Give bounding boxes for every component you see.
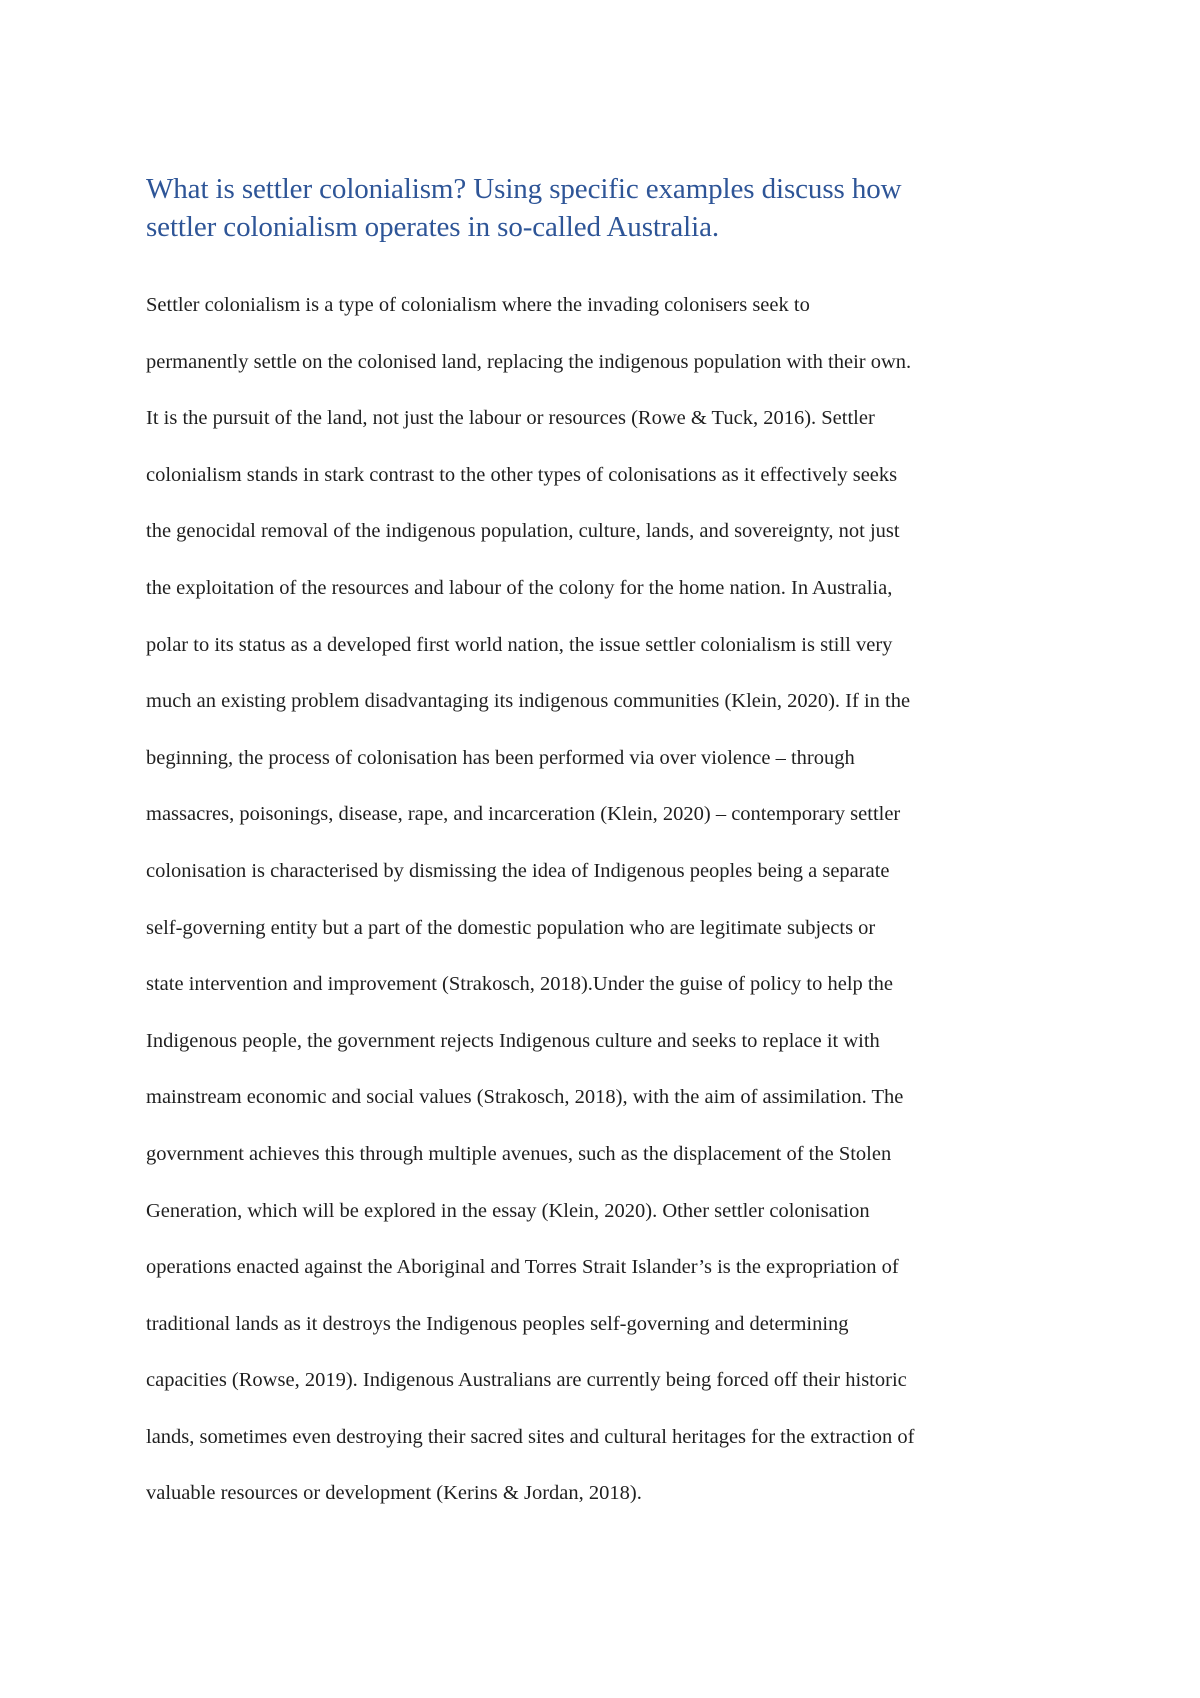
paragraph-line: Generation, which will be explored in the essay (Klein, 2020). Other settler colonisation: [146, 1199, 870, 1222]
paragraph-line: traditional lands as it destroys the Indigenous peoples self-governing and determining: [146, 1312, 849, 1335]
paragraph-line: beginning, the process of colonisation has been performed via over violence – through: [146, 746, 855, 769]
paragraph-line: Indigenous people, the government rejects Indigenous culture and seeks to replace it with: [146, 1029, 880, 1052]
paragraph-line: mainstream economic and social values (Strakosch, 2018), with the aim of assimilation. The: [146, 1086, 904, 1109]
paragraph-line: self-governing entity but a part of the domestic population who are legitimate subjects or: [146, 916, 876, 939]
paragraph-line: colonialism stands in stark contrast to the other types of colonisations as it effectively seeks: [146, 463, 898, 486]
paragraph-line: capacities (Rowse, 2019). Indigenous Australians are currently being forced off their historic: [146, 1369, 907, 1392]
essay-paragraph: [146, 292, 1086, 1537]
paragraph-line: operations enacted against the Aboriginal and Torres Strait Islander’s is the expropriation of: [146, 1256, 899, 1279]
essay-title-line-1: What is settler colonialism? Using specific examples discuss how: [146, 173, 902, 205]
paragraph-line: Settler colonialism is a type of colonialism where the invading colonisers seek to: [146, 294, 810, 316]
paragraph-line: government achieves this through multiple avenues, such as the displacement of the Stolen: [146, 1142, 892, 1165]
paragraph-line: much an existing problem disadvantaging its indigenous communities (Klein, 2020). If in the: [146, 690, 911, 713]
paragraph-line: valuable resources or development (Kerins & Jordan, 2018).: [146, 1482, 642, 1505]
essay-title-line-2: settler colonialism operates in so-called Australia.: [146, 211, 720, 243]
paragraph-line: permanently settle on the colonised land, replacing the indigenous population with their own.: [146, 350, 912, 373]
essay-title: [146, 170, 1066, 246]
paragraph-line: massacres, poisonings, disease, rape, and incarceration (Klein, 2020) – contemporary settler: [146, 803, 901, 826]
paragraph-line: lands, sometimes even destroying their sacred sites and cultural heritages for the extraction of: [146, 1425, 915, 1448]
paragraph-line: state intervention and improvement (Strakosch, 2018).Under the guise of policy to help the: [146, 973, 893, 996]
paragraph-line: polar to its status as a developed first world nation, the issue settler colonialism is still very: [146, 633, 893, 656]
paragraph-line: It is the pursuit of the land, not just the labour or resources (Rowe & Tuck, 2016). Settler: [146, 407, 875, 430]
paragraph-line: colonisation is characterised by dismissing the idea of Indigenous peoples being a separate: [146, 859, 890, 882]
paragraph-line: the genocidal removal of the indigenous population, culture, lands, and sovereignty, not just: [146, 520, 900, 543]
paragraph-line: the exploitation of the resources and labour of the colony for the home nation. In Australia,: [146, 576, 893, 599]
